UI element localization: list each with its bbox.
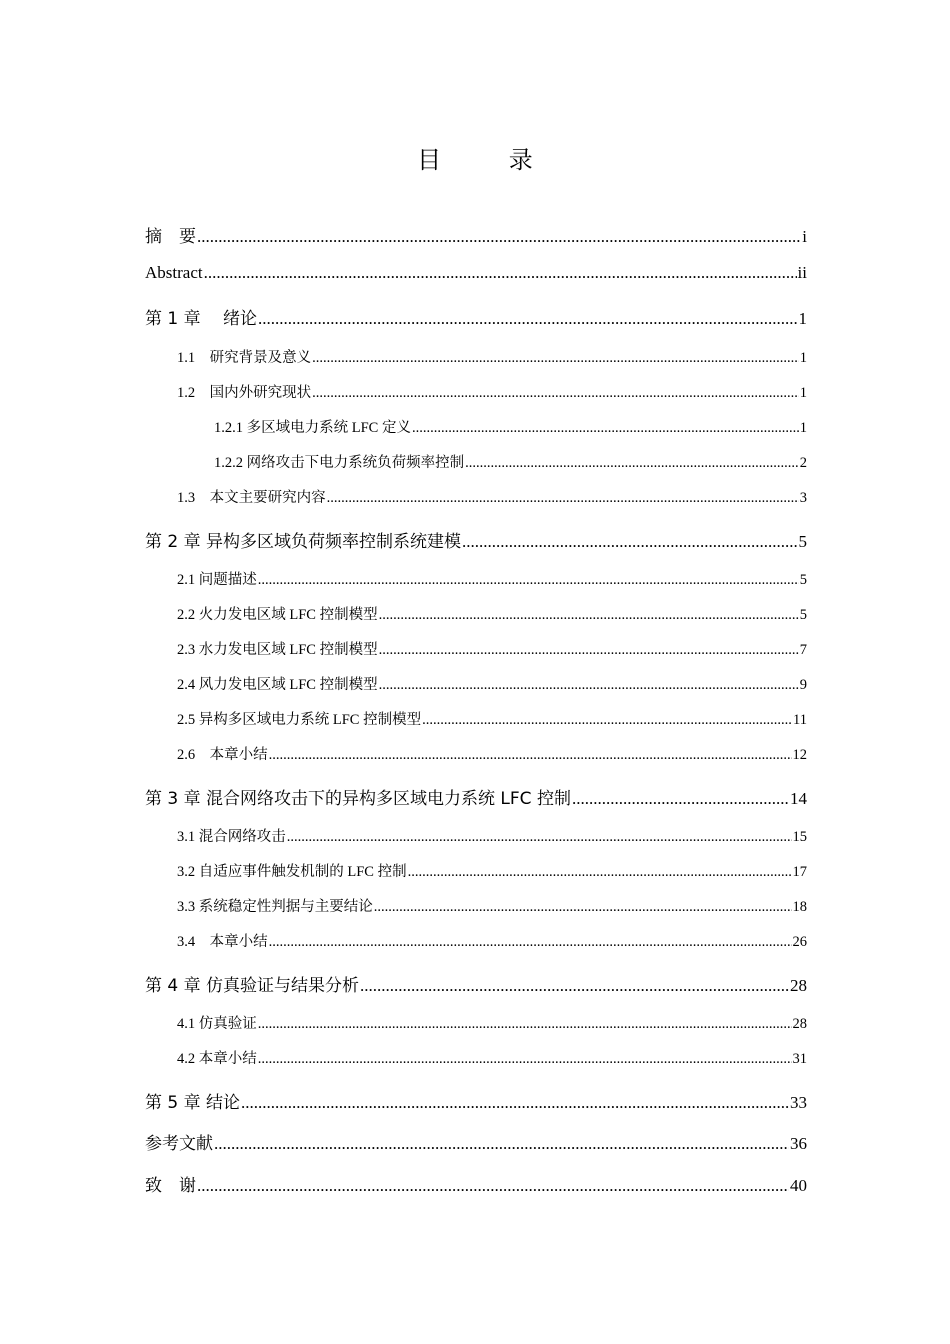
dot-leader (412, 420, 799, 437)
toc-entry[interactable] (177, 568, 807, 589)
dot-leader (258, 572, 799, 589)
toc-entry-page: 28 (790, 976, 807, 995)
toc-entry-label: 1.2.2 网络攻击下电力系统负荷频率控制 (214, 455, 465, 471)
toc-entry[interactable] (145, 784, 807, 809)
toc-entry-label: 第 4 章 仿真验证与结果分析 (145, 976, 360, 996)
toc-entry-page: 15 (792, 829, 807, 845)
toc-entry-label: 3.3 系统稳定性判据与主要结论 (177, 899, 373, 915)
toc-entry-label: Abstract (145, 263, 203, 282)
toc-entry-label: 第 2 章 异构多区域负荷频率控制系统建模 (145, 532, 462, 552)
dot-leader (327, 490, 799, 507)
toc-entry-label: 2.4 风力发电区域 LFC 控制模型 (177, 677, 378, 693)
dot-leader (465, 455, 799, 472)
toc-entry-label: 2.3 水力发电区域 LFC 控制模型 (177, 642, 378, 658)
toc-entry-page: 28 (792, 1016, 807, 1032)
toc-entry-label: 4.2 本章小结 (177, 1051, 257, 1067)
toc-entry[interactable] (145, 1088, 807, 1113)
toc-entry-label: 4.1 仿真验证 (177, 1016, 257, 1032)
toc-entry-label: 1.2 国内外研究现状 (177, 385, 312, 401)
toc-entry[interactable] (145, 527, 807, 552)
dot-leader (269, 747, 792, 764)
toc-entry-page: 5 (799, 607, 807, 623)
dot-leader (241, 1093, 789, 1113)
toc-entry-label: 3.2 自适应事件触发机制的 LFC 控制 (177, 864, 407, 880)
toc-entry-label: 1.1 研究背景及意义 (177, 350, 312, 366)
dot-leader (422, 712, 792, 729)
toc-entry[interactable] (214, 451, 807, 472)
toc-entry-page: 18 (792, 899, 807, 915)
toc-entry-page: 14 (790, 789, 807, 808)
dot-leader (312, 350, 799, 367)
toc-entry[interactable] (177, 673, 807, 694)
toc-entry-page: 17 (792, 864, 807, 880)
dot-leader (312, 385, 799, 402)
toc-entry[interactable] (145, 1171, 807, 1196)
toc-entry[interactable] (177, 743, 807, 764)
toc-entry-page: i (802, 227, 807, 246)
toc-entry[interactable] (177, 486, 807, 507)
toc-entry[interactable] (177, 603, 807, 624)
dot-leader (258, 309, 797, 329)
toc-entry-page: ii (797, 263, 807, 282)
toc-entry[interactable] (177, 1012, 807, 1033)
toc-entry-label: 2.2 火力发电区域 LFC 控制模型 (177, 607, 378, 623)
toc-entry[interactable] (177, 895, 807, 916)
toc-entry-label: 第 3 章 混合网络攻击下的异构多区域电力系统 LFC 控制 (145, 789, 571, 809)
toc-entry[interactable] (177, 638, 807, 659)
toc-entry[interactable] (145, 1129, 807, 1154)
dot-leader (258, 1016, 792, 1033)
dot-leader (408, 864, 792, 881)
toc-entry[interactable] (145, 971, 807, 996)
toc-entry-label: 1.2.1 多区域电力系统 LFC 定义 (214, 420, 411, 436)
dot-leader (379, 677, 799, 694)
dot-leader (572, 789, 789, 809)
toc-entry-page: 2 (799, 455, 807, 471)
dot-leader (462, 532, 797, 552)
toc-entry-page: 11 (793, 712, 807, 728)
dot-leader (258, 1051, 792, 1068)
toc-entry-label: 1.3 本文主要研究内容 (177, 490, 326, 506)
toc-entry-page: 26 (792, 934, 807, 950)
toc-entry-page: 1 (799, 420, 807, 436)
toc-entry-label: 3.1 混合网络攻击 (177, 829, 286, 845)
toc-entry-page: 1 (798, 309, 807, 328)
dot-leader (379, 607, 799, 624)
dot-leader (287, 829, 792, 846)
toc-entry-label: 第 1 章 绪论 (145, 309, 258, 329)
dot-leader (204, 263, 797, 283)
toc-entry-label: 3.4 本章小结 (177, 934, 268, 950)
toc-entry-page: 3 (799, 490, 807, 506)
dot-leader (269, 934, 792, 951)
toc-entry[interactable] (177, 346, 807, 367)
toc-entry[interactable] (145, 263, 807, 283)
toc-entry[interactable] (145, 304, 807, 329)
toc-entry-label: 第 5 章 结论 (145, 1093, 241, 1113)
toc-entry-label: 2.5 异构多区域电力系统 LFC 控制模型 (177, 712, 422, 728)
toc-entry[interactable] (214, 416, 807, 437)
toc-entry[interactable] (177, 860, 807, 881)
toc-entry-page: 5 (799, 572, 807, 588)
toc-entry[interactable] (177, 708, 807, 729)
dot-leader (214, 1134, 789, 1154)
toc-entry[interactable] (177, 825, 807, 846)
toc-entry-page: 9 (799, 677, 807, 693)
toc-entry-page: 7 (799, 642, 807, 658)
toc-entry[interactable] (145, 222, 807, 247)
dot-leader (379, 642, 799, 659)
toc-entry-page: 31 (792, 1051, 807, 1067)
toc-entry-page: 1 (799, 350, 807, 366)
toc-entry-page: 33 (790, 1093, 807, 1112)
dot-leader (197, 1176, 789, 1196)
dot-leader (374, 899, 792, 916)
toc-entry-page: 40 (790, 1176, 807, 1195)
toc-entry[interactable] (177, 930, 807, 951)
toc-entry-page: 36 (790, 1134, 807, 1153)
page-title: 目 录 (417, 146, 563, 174)
toc-entry[interactable] (177, 1047, 807, 1068)
toc-entry-label: 摘 要 (145, 227, 196, 247)
toc-entry-label: 参考文献 (145, 1134, 213, 1154)
toc-entry-label: 致 谢 (145, 1176, 196, 1196)
dot-leader (197, 227, 801, 247)
toc-entry[interactable] (177, 381, 807, 402)
toc-entry-label: 2.6 本章小结 (177, 747, 268, 763)
toc-entry-page: 5 (798, 532, 807, 551)
dot-leader (360, 976, 789, 996)
toc-entry-page: 12 (792, 747, 807, 763)
toc-entry-page: 1 (799, 385, 807, 401)
toc-entry-label: 2.1 问题描述 (177, 572, 257, 588)
